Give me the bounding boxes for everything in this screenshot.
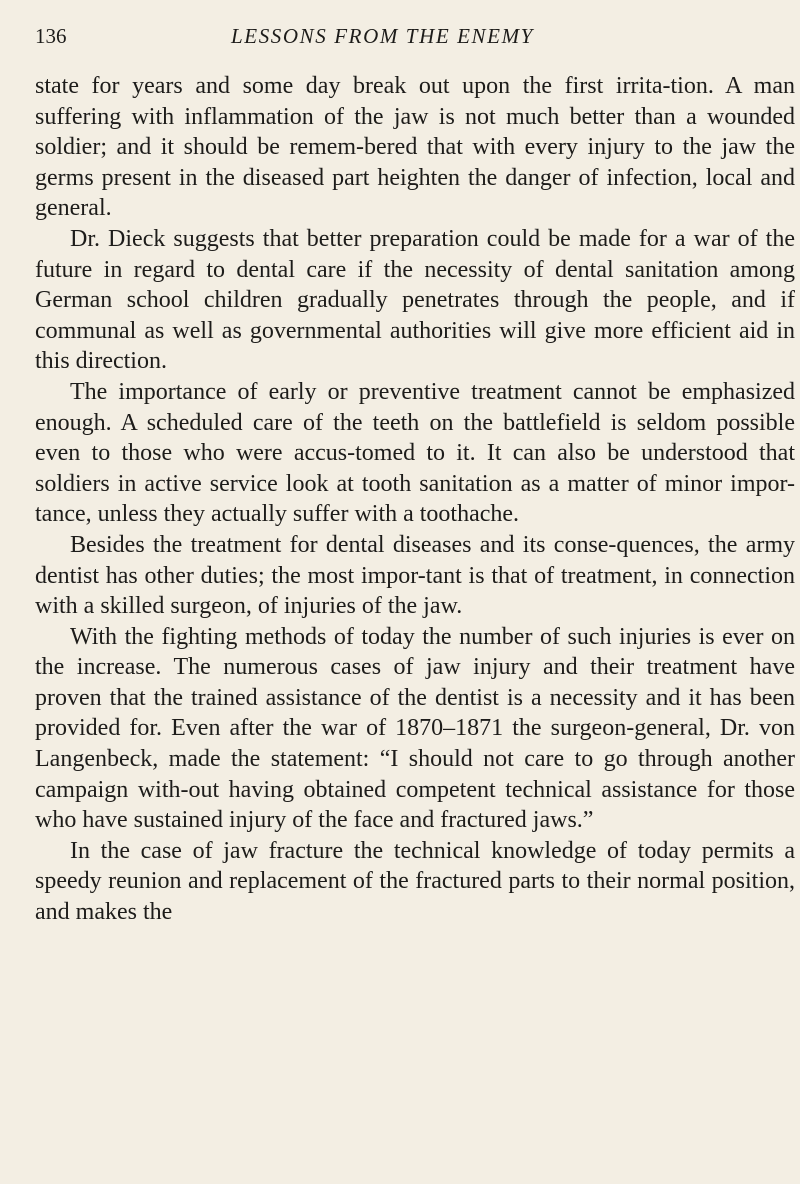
page-number: 136 bbox=[35, 24, 67, 48]
paragraph-2: Dr. Dieck suggests that better preparation could be made for a war of the future in regard to dental care if the necessity of dental sanitation among German school children gradually penetrates through the people, and if communal as well as governmental authorities will give more efficient aid in this direction. bbox=[35, 225, 795, 375]
paragraph-3: The importance of early or preventive treatment cannot be emphasized enough. A scheduled care of the teeth on the battlefield is seldom possible even to those who were accus-tomed to it. It can also be understood that soldiers in active service look at tooth sanitation as a matter of minor impor-tance, unless they actually suffer with a toothache. bbox=[35, 378, 795, 528]
paragraph-1: state for years and some day break out upon the first irrita-tion. A man suffering with inflammation of the jaw is not much better than a wounded soldier; and it should be remem-bered that with every injury to the jaw the germs present in the diseased part heighten the danger of infection, local and general. bbox=[35, 73, 795, 222]
running-title: LESSONS FROM THE ENEMY bbox=[231, 24, 534, 48]
running-head bbox=[35, 21, 795, 51]
paragraph-6: In the case of jaw fracture the technical knowledge of today permits a speedy reunion and replacement of the fractured parts to their normal position, and makes the bbox=[35, 837, 795, 926]
body-text bbox=[35, 71, 795, 928]
paragraph-5: With the fighting methods of today the number of such injuries is ever on the increase. The numerous cases of jaw injury and their treatment have proven that the trained assistance of the dentist is a necessity and it has been provided for. Even after the war of 1870–1871 the surgeon-general, Dr. von Langenbeck, made the statement: “I should not care to go through another campaign with-out having obtained competent technical assistance for those who have sustained injury of the face and fractured jaws.” bbox=[35, 623, 795, 834]
paragraph-4: Besides the treatment for dental diseases and its conse-quences, the army dentist has other duties; the most impor-tant is that of treatment, in connection with a skilled surgeon, of injuries of the jaw. bbox=[35, 531, 795, 620]
